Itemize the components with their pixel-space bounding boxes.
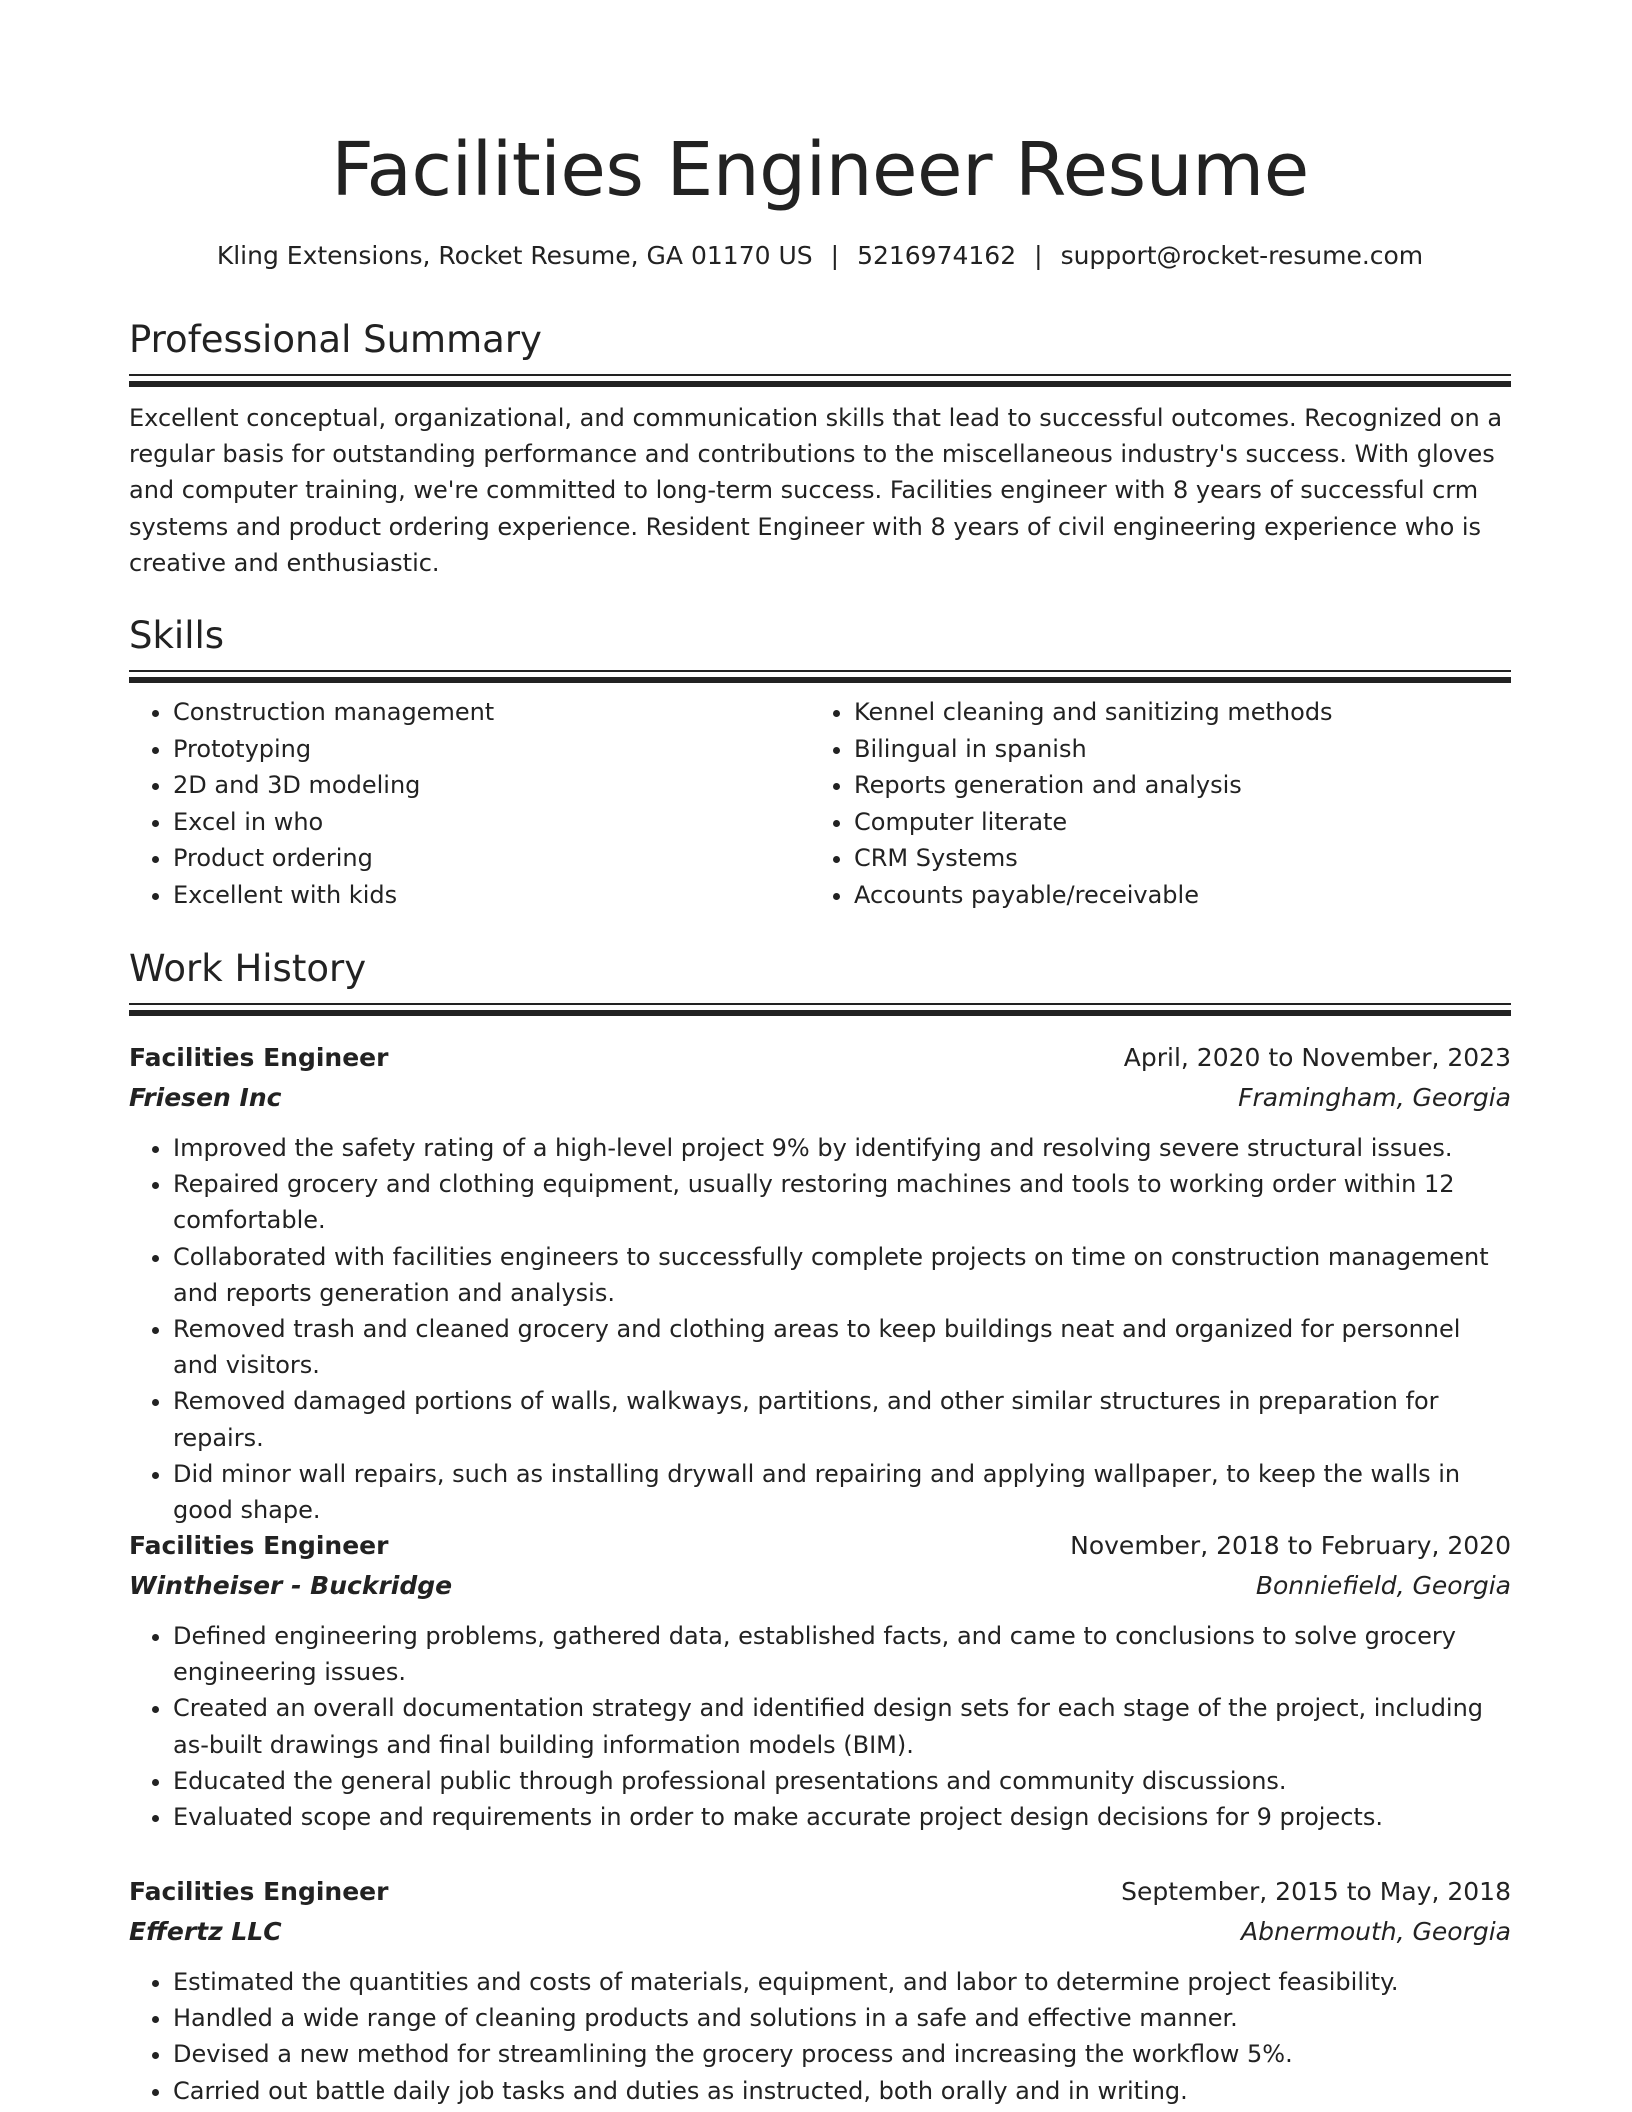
skill-item: • Prototyping (173, 731, 810, 768)
job-title: Facilities Engineer (129, 1043, 389, 1072)
skill-item: • Bilingual in spanish (854, 731, 1491, 768)
job-bullet: • Repaired grocery and clothing equipment, usually restoring machines and tools to working order within 12 comfortable. (173, 1166, 1511, 1238)
job-company: Friesen Inc (129, 1083, 282, 1112)
section-divider (129, 1003, 1511, 1017)
job-bullets (129, 1618, 1511, 1835)
job-entry (129, 1526, 1511, 1835)
skill-item: • Reports generation and analysis (854, 767, 1491, 804)
job-bullet: • Collaborated with facilities engineers to successfully complete projects on time on construction management and reports generation and analysis. (173, 1239, 1511, 1311)
work-section (129, 945, 1511, 1017)
job-bullet: • Educated the general public through professional presentations and community discussions. (173, 1763, 1511, 1799)
job-location: Bonniefield, Georgia (1255, 1571, 1511, 1600)
job-bullet: • Defined engineering problems, gathered data, established facts, and came to conclusions to solve grocery engineering issues. (173, 1618, 1511, 1690)
job-bullets (129, 1130, 1511, 1528)
job-bullet: • Estimated the quantities and costs of materials, equipment, and labor to determine project feasibility. (173, 1964, 1511, 2000)
job-dates: September, 2015 to May, 2018 (1121, 1877, 1511, 1906)
job-bullet: • Devised a new method for streamlining the grocery process and increasing the workflow 5%. (173, 2036, 1511, 2072)
skill-item: • Construction management (173, 694, 810, 731)
job-location: Framingham, Georgia (1238, 1083, 1511, 1112)
job-bullet: • Handled a wide range of cleaning products and solutions in a safe and effective manner. (173, 2000, 1511, 2036)
job-location: Abnermouth, Georgia (1241, 1917, 1511, 1946)
contact-separator: | (1034, 241, 1043, 270)
skills-list-right (810, 694, 1491, 914)
job-company: Effertz LLC (129, 1917, 282, 1946)
job-company: Wintheiser - Buckridge (129, 1571, 453, 1600)
job-bullets (129, 1964, 1511, 2109)
job-dates: April, 2020 to November, 2023 (1123, 1043, 1511, 1072)
skill-item: • 2D and 3D modeling (173, 767, 810, 804)
section-divider (129, 374, 1511, 388)
job-bullet: • Improved the safety rating of a high-level project 9% by identifying and resolving severe structural issues. (173, 1130, 1511, 1166)
skills-grid (129, 694, 1511, 914)
contact-phone: 5216974162 (857, 241, 1017, 270)
skills-list-left (129, 694, 810, 914)
summary-text: Excellent conceptual, organizational, and communication skills that lead to successful outcomes. Recognized on a regular basis for outstanding performance and contributions to the miscellaneous industry's success. With gloves and computer training, we're committed to long-term success. Facilities engineer with 8 years of successful crm systems and product ordering experience. Resident Engineer with 8 years of civil engineering experience who is creative and enthusiastic. (129, 404, 1503, 577)
job-title: Facilities Engineer (129, 1877, 389, 1906)
job-dates: November, 2018 to February, 2020 (1070, 1531, 1511, 1560)
job-bullet: • Removed damaged portions of walls, walkways, partitions, and other similar structures in preparation for repairs. (173, 1383, 1511, 1455)
work-heading: Work History (129, 947, 367, 990)
job-bullet: • Removed trash and cleaned grocery and clothing areas to keep buildings neat and organized for personnel and visitors. (173, 1311, 1511, 1383)
skill-item: • Accounts payable/receivable (854, 877, 1491, 914)
skill-item: • Computer literate (854, 804, 1491, 841)
section-divider (129, 670, 1511, 684)
contact-email: support@rocket-resume.com (1060, 241, 1424, 270)
summary-heading: Professional Summary (129, 318, 542, 361)
skill-item: • Kennel cleaning and sanitizing methods (854, 694, 1491, 731)
job-bullet: • Created an overall documentation strategy and identified design sets for each stage of the project, including as-built drawings and final building information models (BIM). (173, 1690, 1511, 1762)
job-bullet: • Carried out battle daily job tasks and duties as instructed, both orally and in writing. (173, 2073, 1511, 2109)
job-entry (129, 1872, 1511, 2109)
skill-item: • CRM Systems (854, 840, 1491, 877)
job-entry (129, 1038, 1511, 1528)
skill-item: • Product ordering (173, 840, 810, 877)
job-bullet: • Evaluated scope and requirements in order to make accurate project design decisions for 9 projects. (173, 1799, 1511, 1835)
contact-line (129, 238, 1511, 274)
skills-heading: Skills (129, 614, 225, 657)
skills-section (129, 612, 1511, 914)
job-bullet: • Did minor wall repairs, such as installing drywall and repairing and applying wallpaper, to keep the walls in good shape. (173, 1456, 1511, 1528)
contact-separator: | (830, 241, 840, 270)
skill-item: • Excel in who (173, 804, 810, 841)
skill-item: • Excellent with kids (173, 877, 810, 914)
resume-title: Facilities Engineer Resume (331, 127, 1309, 213)
summary-section (129, 316, 1511, 581)
contact-address: Kling Extensions, Rocket Resume, GA 01170 US (216, 241, 813, 270)
job-title: Facilities Engineer (129, 1531, 389, 1560)
